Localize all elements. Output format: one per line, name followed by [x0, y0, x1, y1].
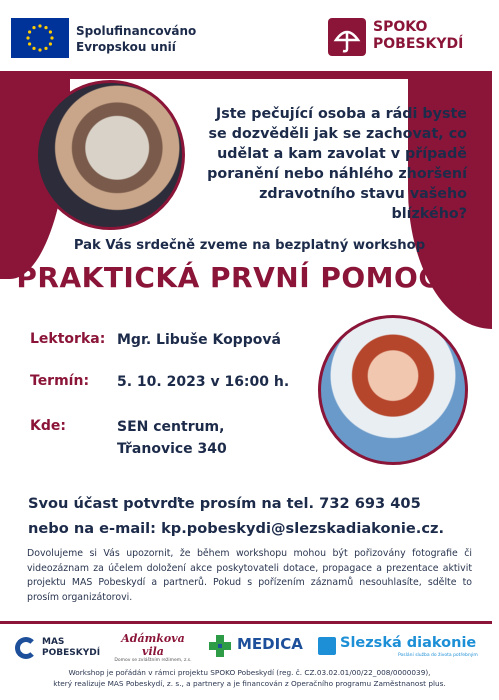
slezska-diakonie-logo [318, 634, 488, 660]
medica-text: MEDICA [237, 635, 303, 653]
mas-line-1: MAS [42, 637, 65, 647]
project-footnote [0, 667, 499, 689]
adamkova-vila-logo [112, 632, 194, 662]
mas-arc-icon [15, 637, 37, 659]
mas-logo-text [42, 637, 100, 659]
date-value: 5. 10. 2023 v 16:00 h. [117, 374, 290, 390]
eu-line-2: Evropskou unií [76, 40, 176, 54]
lecturer-photo [318, 315, 468, 465]
eu-line-1: Spolufinancováno [76, 24, 197, 38]
confirm-email-line: nebo na e-mail: kp.pobeskydi@slezskadiakonie.cz. [28, 520, 445, 537]
sd-subtitle: Poslání služba do života potřebným [398, 653, 478, 658]
adam-name: Adámkova vila [121, 632, 185, 658]
confirm-phone-line: Svou účast potvrďte prosím na tel. 732 693 405 [28, 495, 421, 512]
footnote-line-2: který realizuje MAS Pobeskydí, z. s., a partnery a je financován z Operačního programu Zaměstnanost plus. [53, 679, 446, 688]
diakonie-icon [318, 637, 336, 655]
invitation-text: Pak Vás srdečně zveme na bezplatný workshop [73, 238, 426, 253]
footer-divider [0, 621, 492, 624]
mas-pobeskydi-logo [15, 636, 105, 660]
eu-flag-icon [11, 18, 69, 58]
spoko-umbrella-icon [328, 18, 366, 56]
mas-line-2: POBESKYDÍ [42, 648, 101, 658]
lecturer-label: Lektorka: [30, 331, 106, 347]
place-line-2: Třanovice 340 [117, 441, 227, 457]
sd-name: Slezská diakonie [340, 635, 477, 651]
spoko-logo-text [373, 19, 463, 53]
footnote-line-1: Workshop je pořádán v rámci projektu SPOKO Pobeskydí (reg. č. CZ.03.02.01/00/22_008/0000039), [68, 668, 431, 677]
intro-question: Jste pečující osoba a rádi byste se dozvěděli jak se zachovat, co udělat a kam zavolat v případě poranění nebo náhlého zhoršení zdravotního stavu vašeho blízkého? [207, 106, 467, 222]
cpr-training-photo [35, 80, 185, 230]
medical-cross-icon [208, 634, 232, 658]
top-band [0, 71, 492, 79]
adam-subtitle: Domov se zvláštním režimem, z.s. [114, 658, 192, 663]
registration-info [28, 491, 468, 541]
workshop-title: PRAKTICKÁ PRVNÍ POMOC II. [16, 261, 483, 294]
medica-logo [208, 632, 308, 660]
spoko-line-1: SPOKO [373, 19, 428, 35]
spoko-line-2: POBESKYDÍ [373, 36, 464, 52]
photo-notice: Dovolujeme si Vás upozornit, že během workshopu mohou být pořizovány fotografie či videozáznam za účelem doložení akce poskytovateli dotace, propagace a prezentace aktivit projektu MAS Pobeskydí a partnerů. Pokud s pořízením záznamů nesouhlasíte, sdělte to prosím organizátorovi. [27, 548, 472, 603]
date-label: Termín: [30, 373, 90, 389]
place-label: Kde: [30, 418, 66, 434]
eu-funding-text [76, 23, 196, 55]
place-line-1: SEN centrum, [117, 419, 225, 435]
lecturer-value: Mgr. Libuše Koppová [117, 332, 281, 348]
